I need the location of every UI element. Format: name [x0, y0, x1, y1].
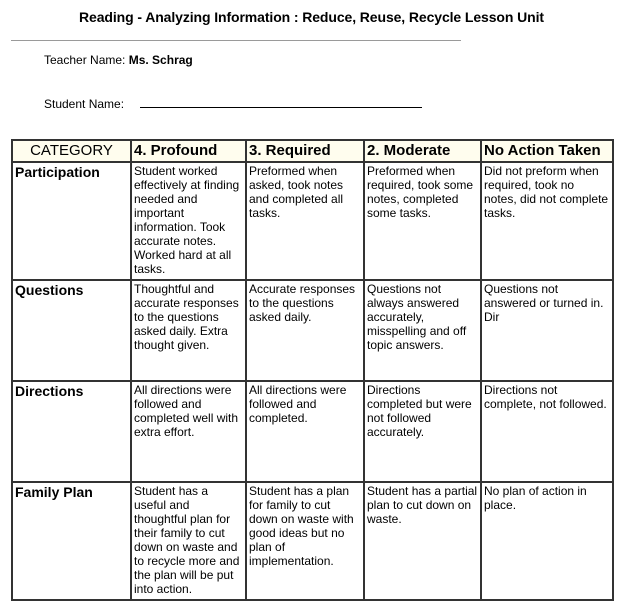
rubric-table	[11, 139, 614, 601]
row-category: Directions	[12, 381, 131, 482]
teacher-name-line	[44, 53, 193, 67]
teacher-name-value: Ms. Schrag	[128, 53, 193, 67]
page-title: Reading - Analyzing Information : Reduce, Reuse, Recycle Lesson Unit	[79, 9, 544, 25]
header-category: CATEGORY	[12, 140, 131, 162]
table-row	[12, 482, 613, 600]
header-profound: 4. Profound	[131, 140, 246, 162]
divider	[11, 40, 461, 41]
rubric-cell: Thoughtful and accurate responses to the questions asked daily. Extra thought given.	[131, 280, 246, 381]
header-moderate: 2. Moderate	[364, 140, 481, 162]
table-row	[12, 280, 613, 381]
rubric-cell: All directions were followed and completed well with extra effort.	[131, 381, 246, 482]
rubric-cell: Did not preform when required, took no notes, did not complete tasks.	[481, 162, 613, 280]
student-name-field[interactable]	[140, 95, 422, 108]
rubric-cell: All directions were followed and completed.	[246, 381, 364, 482]
rubric-cell: No plan of action in place.	[481, 482, 613, 600]
rubric-cell: Preformed when required, took some notes, completed some tasks.	[364, 162, 481, 280]
rubric-cell: Student worked effectively at finding needed and important information. Took accurate notes. Worked hard at all tasks.	[131, 162, 246, 280]
rubric-cell: Directions not complete, not followed.	[481, 381, 613, 482]
teacher-name-label: Teacher Name:	[44, 53, 126, 67]
row-category: Questions	[12, 280, 131, 381]
rubric-cell: Student has a partial plan to cut down on waste.	[364, 482, 481, 600]
header-required: 3. Required	[246, 140, 364, 162]
header-no-action: No Action Taken	[481, 140, 613, 162]
student-name-line	[44, 95, 422, 111]
row-category: Family Plan	[12, 482, 131, 600]
table-row	[12, 162, 613, 280]
rubric-cell: Student has a plan for family to cut down on waste with good ideas but no plan of implementation.	[246, 482, 364, 600]
rubric-cell: Questions not always answered accurately, misspelling and off topic answers.	[364, 280, 481, 381]
rubric-cell: Questions not answered or turned in. Dir	[481, 280, 613, 381]
rubric-header-row	[12, 140, 613, 162]
rubric-cell: Directions completed but were not followed accurately.	[364, 381, 481, 482]
rubric-cell: Student has a useful and thoughtful plan for their family to cut down on waste and to recycle more and the plan will be put into action.	[131, 482, 246, 600]
rubric-cell: Preformed when asked, took notes and completed all tasks.	[246, 162, 364, 280]
rubric-cell: Accurate responses to the questions asked daily.	[246, 280, 364, 381]
table-row	[12, 381, 613, 482]
student-name-label: Student Name:	[44, 97, 125, 111]
row-category: Participation	[12, 162, 131, 280]
